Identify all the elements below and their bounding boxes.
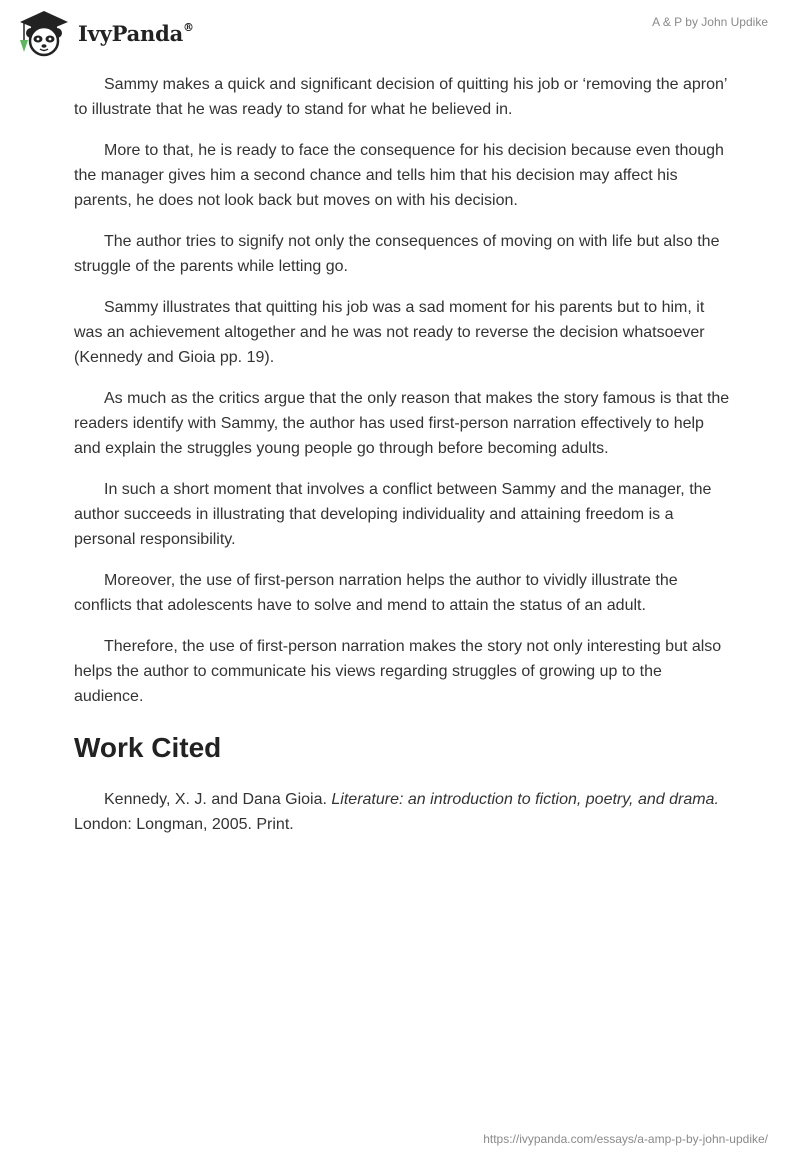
page-header xyxy=(0,0,800,70)
brand-name: IvyPanda® xyxy=(78,20,194,46)
paragraph: Therefore, the use of first-person narration makes the story not only interesting but also helps the author to communicate his views regarding struggles of growing up to the audience. xyxy=(74,638,722,705)
paragraph: More to that, he is ready to face the consequence for his decision because even though the manager gives him a second chance and tells him that his decision may affect his parents, he does not look back but moves on with his decision. xyxy=(74,142,724,209)
works-cited-heading: Work Cited xyxy=(74,732,222,763)
paragraph: Moreover, the use of first-person narration helps the author to vividly illustrate the conflicts that adolescents have to solve and mend to attain the status of an adult. xyxy=(74,572,678,614)
brand-logo[interactable] xyxy=(14,8,194,58)
citation-title: Literature: an introduction to fiction, poetry, and drama. xyxy=(331,791,719,808)
citation-entry xyxy=(74,787,734,837)
source-url[interactable]: https://ivypanda.com/essays/a-amp-p-by-john-updike/ xyxy=(483,1132,768,1146)
paragraph: As much as the critics argue that the only reason that makes the story famous is that the readers identify with Sammy, the author has used first-person narration effectively to help and explain the struggles young people go through before becoming adults. xyxy=(74,390,730,457)
paragraph: Sammy illustrates that quitting his job was a sad moment for his parents but to him, it was an achievement altogether and he was not ready to reverse the decision whatsoever (Kennedy and Gioia pp. 19). xyxy=(74,299,705,366)
paragraph: In such a short moment that involves a conflict between Sammy and the manager, the author succeeds in illustrating that developing individuality and attaining freedom is a personal responsibility. xyxy=(74,481,712,548)
citation-authors: Kennedy, X. J. and Dana Gioia. xyxy=(104,791,327,808)
paragraph: The author tries to signify not only the consequences of moving on with life but also the struggle of the parents while letting go. xyxy=(74,233,720,275)
panda-graduate-icon xyxy=(14,8,72,58)
essay-body xyxy=(74,72,734,853)
citation-publication: London: Longman, 2005. Print. xyxy=(74,816,294,833)
document-title: A & P by John Updike xyxy=(652,15,768,29)
paragraph: Sammy makes a quick and significant decision of quitting his job or ‘removing the apron’ to illustrate that he was ready to stand for what he believed in. xyxy=(74,76,727,118)
